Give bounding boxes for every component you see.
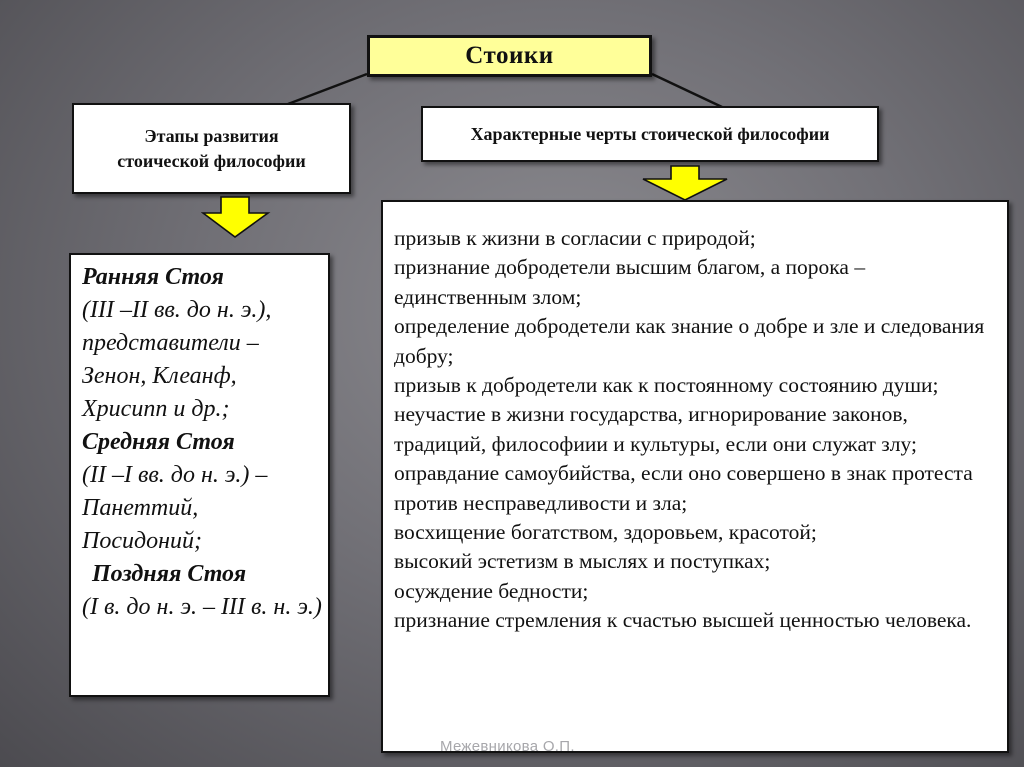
features-header-box bbox=[421, 106, 879, 162]
stage-name: Ранняя Стоя bbox=[82, 264, 224, 290]
down-arrow-icon bbox=[201, 196, 271, 238]
list-item: признание стремления к счастью высшей ценностью человека. bbox=[394, 608, 972, 633]
features-list-box bbox=[381, 200, 1009, 753]
title-box bbox=[367, 35, 652, 77]
list-item: восхищение богатством, здоровьем, красотой; bbox=[394, 520, 817, 545]
author-watermark: Межевникова О.П. bbox=[440, 738, 575, 755]
down-arrow-icon bbox=[640, 165, 730, 201]
list-item: призыв к добродетели как к постоянному состоянию души; bbox=[394, 373, 939, 398]
list-item: определение добродетели как знание о добре и зле и следования добру; bbox=[394, 314, 985, 368]
stages-list-box bbox=[69, 253, 330, 697]
stage-name: Поздняя Стоя bbox=[92, 561, 247, 587]
stage-early bbox=[82, 261, 322, 426]
title-text: Стоики bbox=[465, 42, 554, 69]
connector-line-left bbox=[288, 74, 367, 104]
stage-details: (I в. до н. э. – III в. н. э.) bbox=[82, 594, 322, 620]
list-item: признание добродетели высшим благом, а порока – единственным злом; bbox=[394, 255, 866, 309]
stage-middle bbox=[82, 426, 322, 558]
list-item: высокий эстетизм в мыслях и поступках; bbox=[394, 549, 771, 574]
stage-details: (II –I вв. до н. э.) – Панеттий, Посидоний; bbox=[82, 462, 268, 554]
connector-line-right bbox=[652, 74, 722, 107]
list-item: оправдание самоубийства, если оно совершено в знак протеста против несправедливости и зла; bbox=[394, 461, 973, 515]
stage-name: Средняя Стоя bbox=[82, 429, 235, 455]
list-item: призыв к жизни в согласии с природой; bbox=[394, 226, 756, 250]
stages-header-box bbox=[72, 103, 351, 194]
stages-header-text: Этапы развития стоической философии bbox=[117, 125, 306, 171]
list-item: осуждение бедности; bbox=[394, 578, 589, 603]
stage-late bbox=[82, 558, 322, 624]
list-item: неучастие в жизни государства, игнорирование законов, традиций, философиии и культуры, если они служат злу; bbox=[394, 402, 917, 456]
features-header-text: Характерные черты стоической философии bbox=[470, 124, 830, 144]
stage-details: (III –II вв. до н. э.), представители – Зенон, Клеанф, Хрисипп и др.; bbox=[82, 297, 272, 422]
